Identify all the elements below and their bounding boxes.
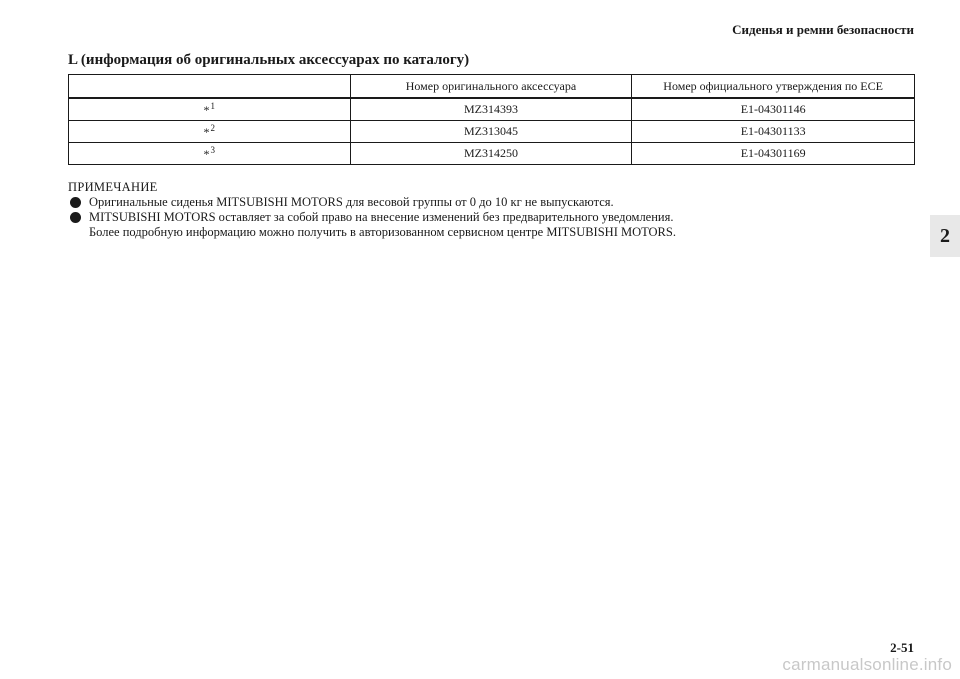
note-item bbox=[68, 195, 676, 210]
running-header: Сиденья и ремни безопасности bbox=[732, 22, 914, 37]
table-header-cell: Номер оригинального аксессуара bbox=[350, 75, 632, 99]
table-row bbox=[69, 143, 915, 165]
chapter-tab bbox=[930, 215, 960, 257]
note-heading: ПРИМЕЧАНИЕ bbox=[68, 180, 158, 194]
watermark: carmanualsonline.info bbox=[782, 655, 952, 674]
footnote-marker bbox=[204, 124, 216, 138]
page-number: 2-51 bbox=[890, 640, 914, 655]
footnote-number: 3 bbox=[210, 144, 216, 155]
bullet-icon bbox=[70, 197, 81, 208]
footnote-number: 1 bbox=[210, 100, 216, 111]
footnote-number: 2 bbox=[210, 122, 216, 133]
table-row bbox=[69, 98, 915, 121]
approval-number-cell: E1-04301146 bbox=[632, 98, 915, 121]
asterisk: * bbox=[203, 124, 210, 139]
chapter-number: 2 bbox=[940, 224, 950, 247]
part-number-cell: MZ313045 bbox=[350, 121, 632, 143]
bullet-icon bbox=[70, 212, 81, 223]
approval-number-cell: E1-04301169 bbox=[632, 143, 915, 165]
table-header-cell: Номер официального утверждения по ECE bbox=[632, 75, 915, 99]
part-number-cell: MZ314250 bbox=[350, 143, 632, 165]
footnote-cell bbox=[69, 121, 351, 143]
section-title: L (информация об оригинальных аксессуарах по каталогу) bbox=[68, 52, 470, 68]
note-item bbox=[68, 210, 676, 225]
footnote-cell bbox=[69, 143, 351, 165]
table-row bbox=[69, 121, 915, 143]
asterisk: * bbox=[203, 102, 210, 117]
footnote-marker bbox=[204, 146, 216, 160]
footnote-marker bbox=[204, 102, 216, 116]
note-text: MITSUBISHI MOTORS оставляет за собой право на внесение изменений без предварительного уведомления. bbox=[89, 210, 674, 224]
asterisk: * bbox=[203, 146, 210, 161]
table-header-row bbox=[69, 75, 915, 99]
accessory-table bbox=[68, 74, 915, 165]
table-header-cell bbox=[69, 75, 351, 99]
part-number-cell: MZ314393 bbox=[350, 98, 632, 121]
notes-block bbox=[68, 180, 676, 240]
note-text: Оригинальные сиденья MITSUBISHI MOTORS для весовой группы от 0 до 10 кг не выпускаются. bbox=[89, 195, 614, 209]
note-continuation: Более подробную информацию можно получить в авторизованном сервисном центре MITSUBISHI MOTORS. bbox=[89, 225, 676, 239]
footnote-cell bbox=[69, 98, 351, 121]
approval-number-cell: E1-04301133 bbox=[632, 121, 915, 143]
